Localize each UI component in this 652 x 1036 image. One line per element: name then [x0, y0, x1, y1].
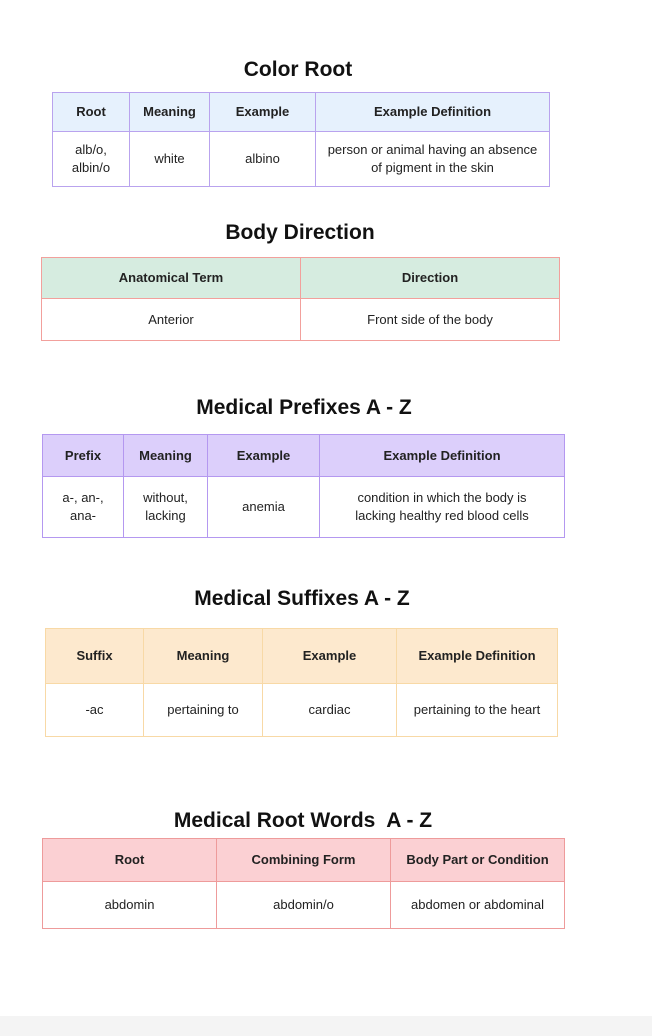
table-cell: abdomin/o — [217, 882, 391, 929]
color-root-table — [52, 92, 550, 187]
table-cell: condition in which the body is lacking healthy red blood cells — [320, 477, 565, 538]
root-words-title: Medical Root Words A - Z — [173, 809, 433, 832]
table-header-row — [53, 93, 550, 132]
header-cell: Suffix — [46, 629, 144, 684]
header-cell: Example — [208, 435, 320, 477]
suffixes-table — [45, 628, 558, 737]
table-cell: alb/o, albin/o — [53, 132, 130, 187]
header-cell: Direction — [301, 258, 560, 299]
table-cell: pertaining to the heart — [397, 684, 558, 737]
table-cell: a-, an-, ana- — [43, 477, 124, 538]
table-header-row — [43, 435, 565, 477]
header-cell: Root — [53, 93, 130, 132]
table-cell: without, lacking — [124, 477, 208, 538]
prefixes-title: Medical Prefixes A - Z — [196, 396, 412, 419]
table-cell: Anterior — [42, 299, 301, 341]
body-direction-title: Body Direction — [225, 221, 375, 244]
header-cell: Root — [43, 839, 217, 882]
header-cell: Meaning — [144, 629, 263, 684]
root-words-table — [42, 838, 565, 929]
body-direction-table — [41, 257, 560, 341]
table-row — [43, 477, 565, 538]
table-row — [46, 684, 558, 737]
table-header-row — [42, 258, 560, 299]
table-cell: Front side of the body — [301, 299, 560, 341]
header-cell: Prefix — [43, 435, 124, 477]
table-cell: cardiac — [263, 684, 397, 737]
header-cell: Anatomical Term — [42, 258, 301, 299]
table-cell: albino — [210, 132, 316, 187]
header-cell: Example Definition — [397, 629, 558, 684]
table-row — [53, 132, 550, 187]
table-row — [43, 882, 565, 929]
header-cell: Meaning — [124, 435, 208, 477]
prefixes-table — [42, 434, 565, 538]
table-cell: abdomin — [43, 882, 217, 929]
table-row — [42, 299, 560, 341]
header-cell: Body Part or Condition — [391, 839, 565, 882]
table-cell: anemia — [208, 477, 320, 538]
table-header-row — [43, 839, 565, 882]
table-cell: pertaining to — [144, 684, 263, 737]
table-header-row — [46, 629, 558, 684]
header-cell: Example — [210, 93, 316, 132]
header-cell: Combining Form — [217, 839, 391, 882]
suffixes-title: Medical Suffixes A - Z — [194, 587, 410, 610]
color-root-title: Color Root — [243, 58, 353, 81]
header-cell: Example Definition — [316, 93, 550, 132]
header-cell: Meaning — [130, 93, 210, 132]
table-cell: white — [130, 132, 210, 187]
table-cell: abdomen or abdominal — [391, 882, 565, 929]
header-cell: Example — [263, 629, 397, 684]
table-cell: -ac — [46, 684, 144, 737]
bottom-band — [0, 1016, 652, 1036]
table-cell: person or animal having an absence of pigment in the skin — [316, 132, 550, 187]
header-cell: Example Definition — [320, 435, 565, 477]
